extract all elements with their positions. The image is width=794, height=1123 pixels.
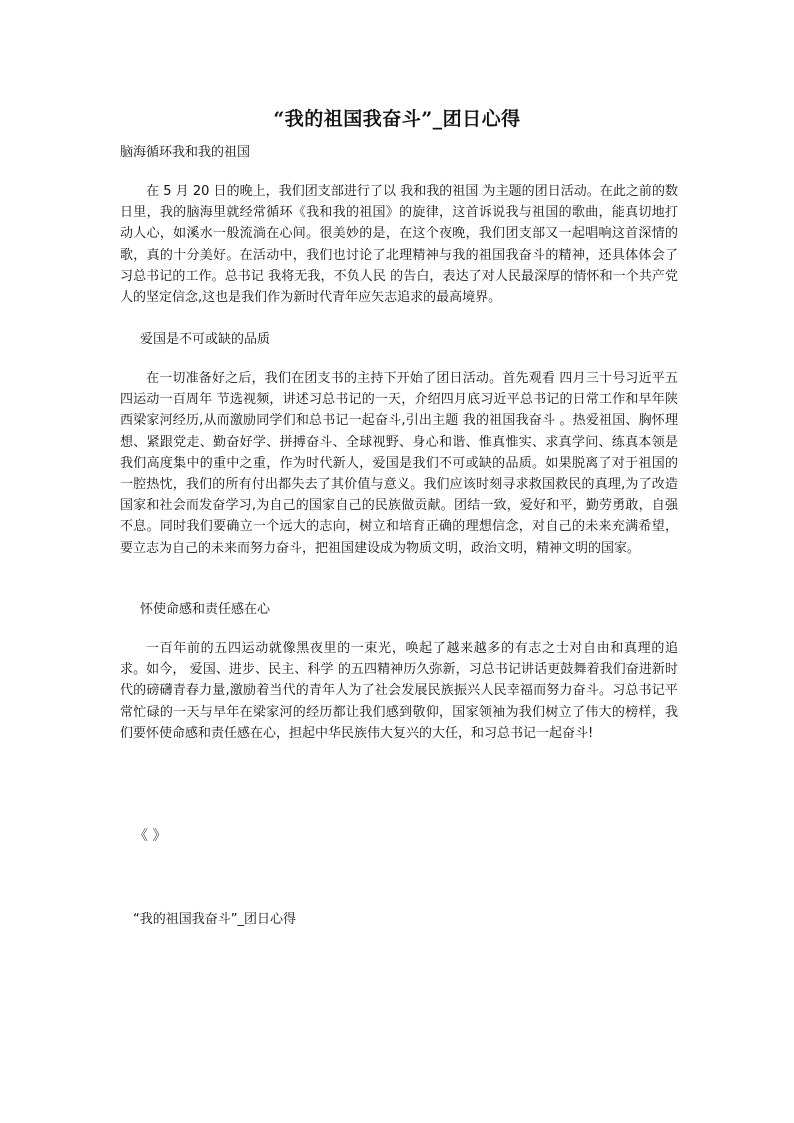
paragraph-2: 在一切准备好之后，我们在团支书的主持下开始了团日活动。首先观看 四月三十号习近平五四运动一百周年 节选视频，讲述习总书记的一天，介绍四月底习近平总书记的日常工作和早年陕西梁家河经历,从而激励同学们和总书记一起奋斗,引出主题 我的祖国我奋斗 。热爱祖国、胸怀理想、紧跟党走、勤奋好学、拼搏奋斗、全球视野、身心和谐、惟真惟实、求真学问、练真本领是我们高度集中的重中之重，作为时代新人，爱国是我们不可或缺的品质。如果脱离了对于祖国的一腔热忱，我们的所有付出都失去了其价值与意义。我们应该时刻寻求救国救民的真理,为了改造国家和社会而发奋学习,为自己的国家自己的民族做贡献。团结一致，爱好和平，勤劳勇敢，自强不息。同时我们要确立一个远大的志向，树立和培育正确的理想信念，对自己的未来充满希望，要立志为自己的未来而努力奋斗，把祖国建设成为物质文明，政治文明，精神文明的国家。 (120, 371, 678, 556)
angle-quotes: 《 》 (134, 828, 167, 844)
section-heading-responsibility: 怀使命感和责任感在心 (140, 602, 271, 617)
section-heading-patriotism: 爱国是不可或缺的品质 (140, 332, 271, 347)
paragraph-1: 在 5 月 20 日的晚上，我们团支部进行了以 我和我的祖国 为主题的团日活动。在此之前的数日里，我的脑海里就经常循环《我和我的祖国》的旋律，这首诉说我与祖国的歌曲，能真切地打动人心，如溪水一般流淌在心间。很美妙的是，在这个夜晚，我们团支部又一起唱响这首深情的歌，真的十分美好。在活动中，我们也讨论了北理精神与我的祖国我奋斗的精神，还具体体会了习总书记的工作。总书记 我将无我，不负人民 的告白，表达了对人民最深厚的情怀和一个共产党人的坚定信念,这也是我们作为新时代青年应矢志追求的最高境界。 (120, 184, 678, 306)
footer-title: “我的祖国我奋斗”_团日心得 (133, 912, 296, 927)
document-title: “我的祖国我奋斗”_团日心得 (273, 108, 521, 130)
document-subtitle: 脑海循环我和我的祖国 (120, 145, 251, 160)
paragraph-3: 一百年前的五四运动就像黑夜里的一束光，唤起了越来越多的有志之士对自由和真理的追求。如今， 爱国、进步、民主、科学 的五四精神历久弥新，习总书记讲话更鼓舞着我们奋进新时代的磅礴青春力量,激励着当代的青年人为了社会发展民族振兴人民幸福而努力奋斗。习总书记平常忙碌的一天与早年在梁家河的经历都让我们感到敬仰，国家领袖为我们树立了伟大的榜样，我们要怀使命感和责任感在心，担起中华民族伟大复兴的大任，和习总书记一起奋斗! (120, 641, 678, 741)
